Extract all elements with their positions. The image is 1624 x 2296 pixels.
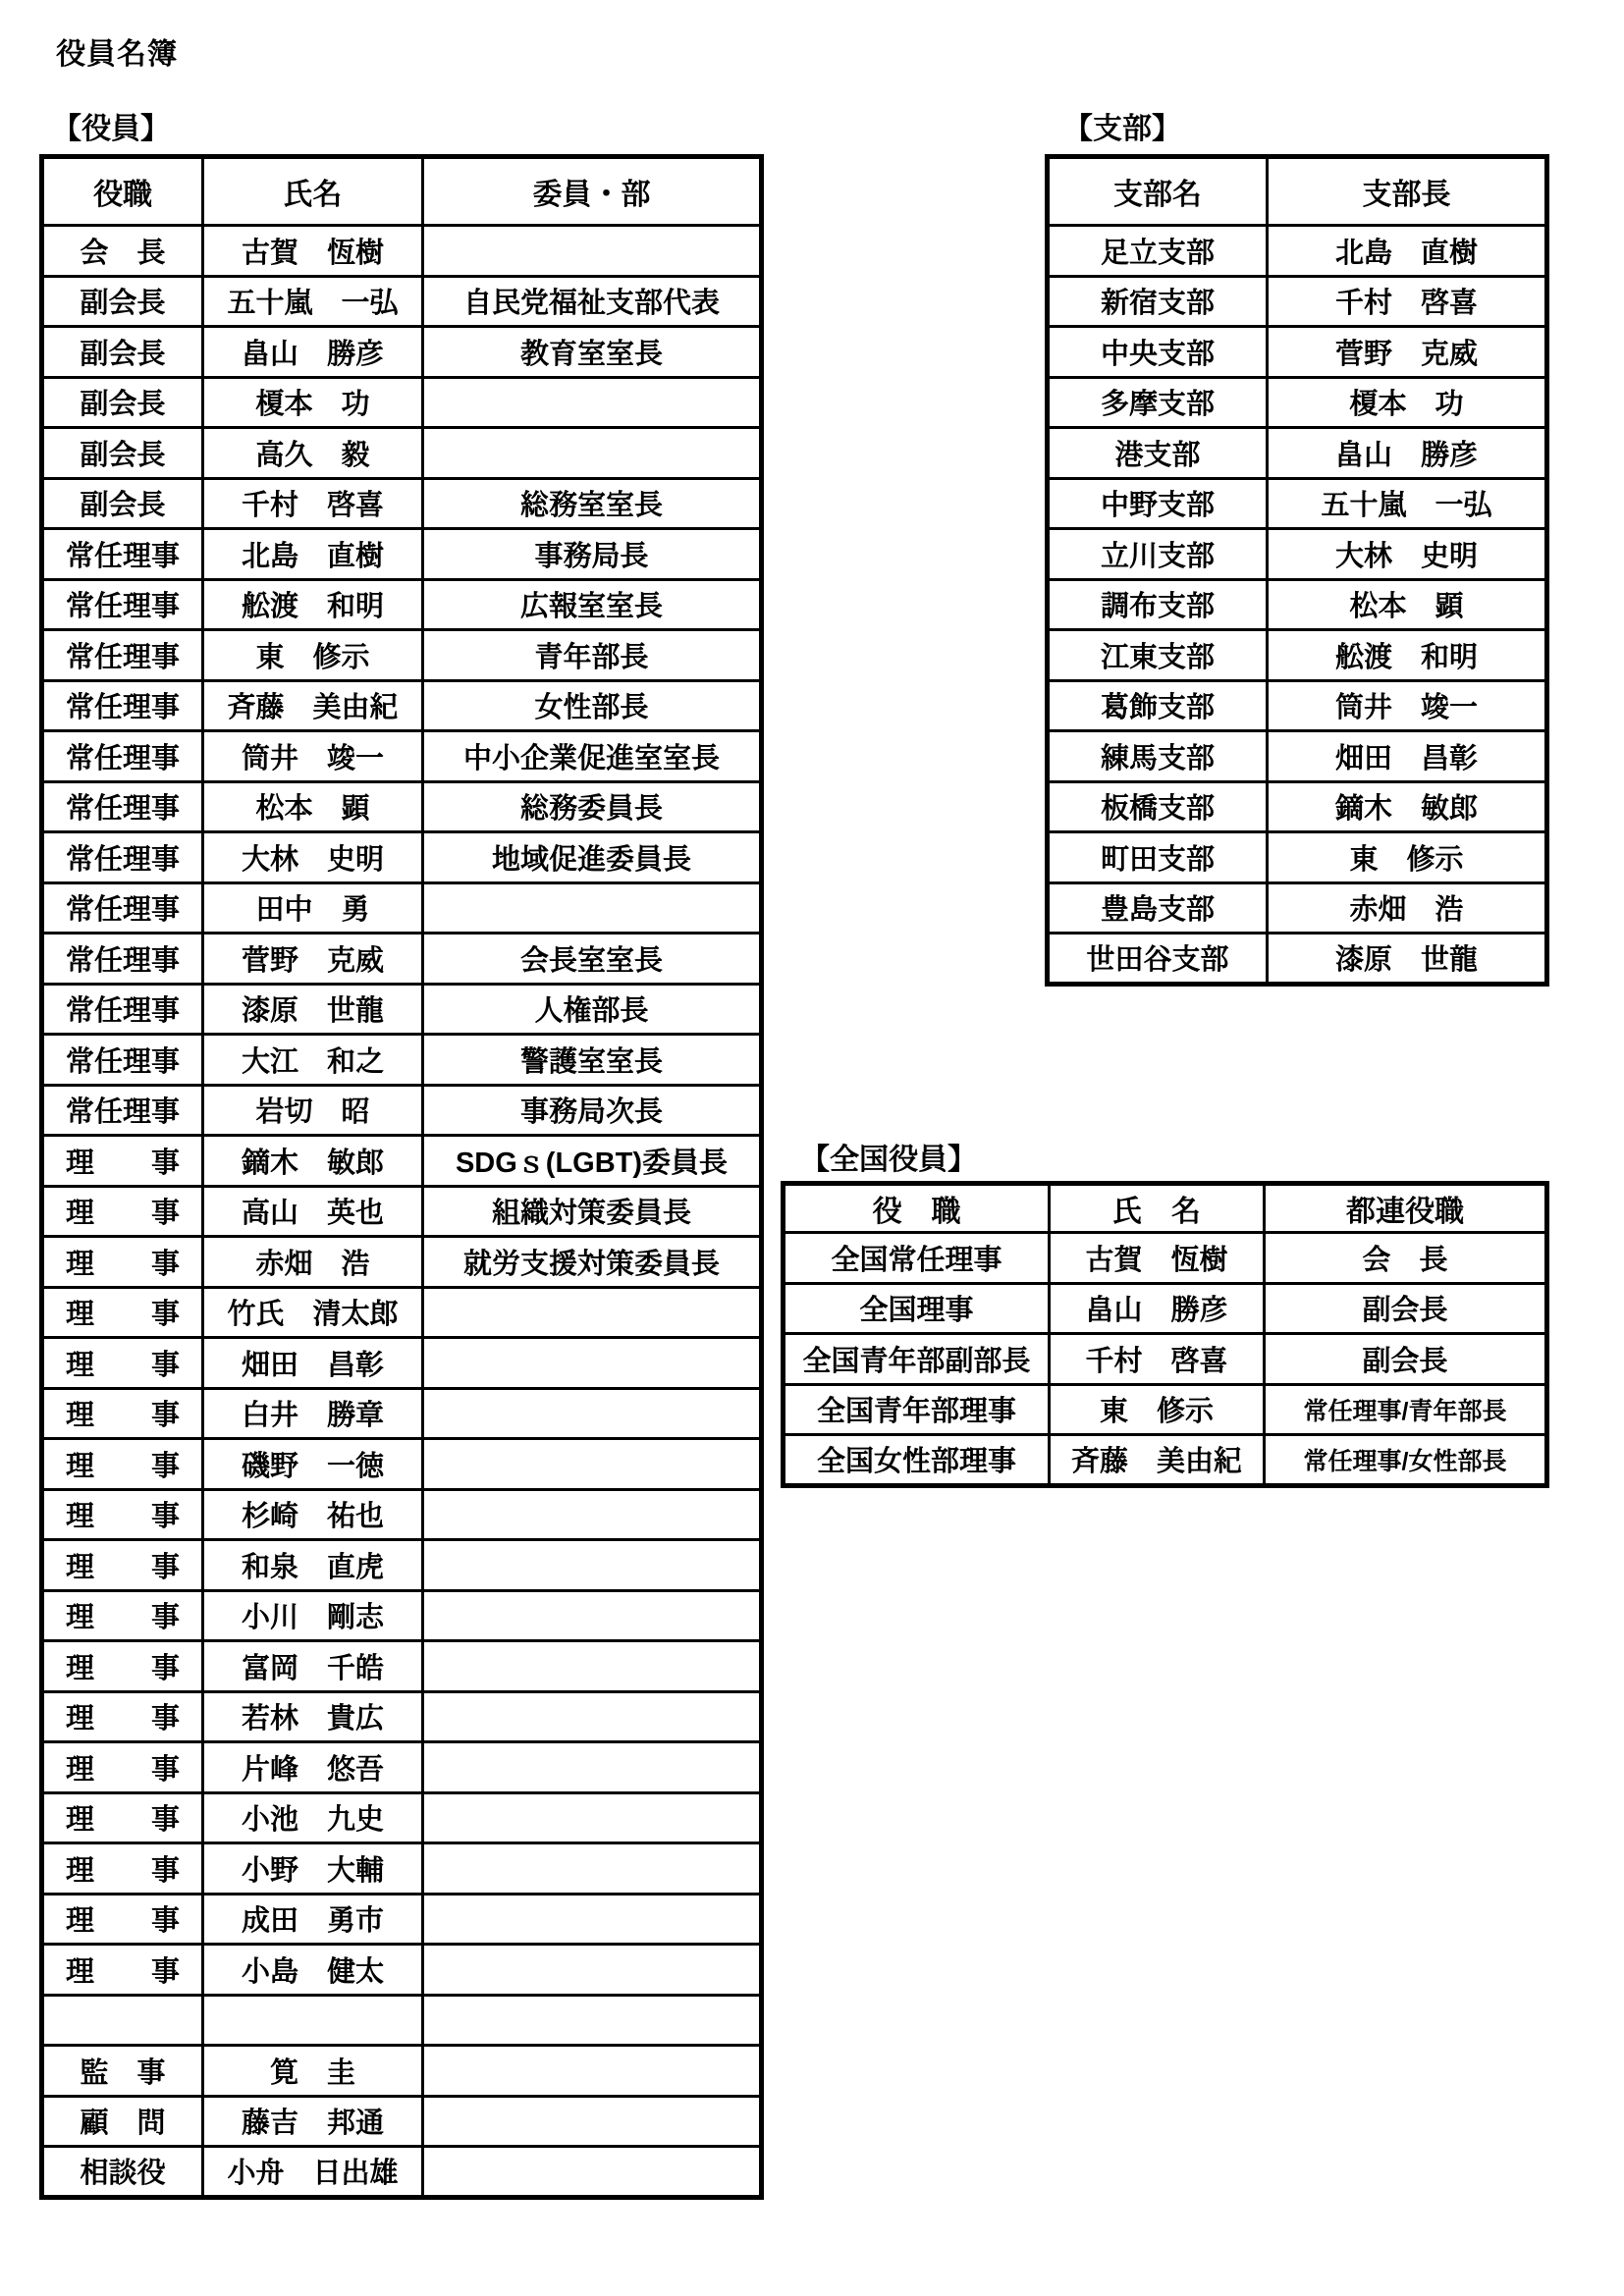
table-cell: 総務委員長: [423, 781, 762, 832]
table-cell: 副会長: [1265, 1283, 1547, 1334]
table-cell: 総務室室長: [423, 478, 762, 529]
table-cell: 北島 直樹: [1268, 226, 1547, 277]
table-cell: 全国女性部理事: [784, 1435, 1050, 1486]
table-row: [42, 1742, 762, 1793]
table-cell: [423, 1590, 762, 1641]
table-cell: [423, 1742, 762, 1793]
table-cell: 片峰 悠吾: [203, 1742, 423, 1793]
table-row: [42, 832, 762, 883]
table-cell: 就労支援対策委員長: [423, 1237, 762, 1288]
table-cell: 舩渡 和明: [1268, 630, 1547, 681]
table-row: [1048, 934, 1547, 985]
table-cell: 自民党福祉支部代表: [423, 276, 762, 327]
table-cell: [423, 1792, 762, 1843]
table-row: [42, 731, 762, 782]
table-row: [1048, 377, 1547, 428]
table-cell: [423, 882, 762, 934]
table-header-row: [42, 157, 762, 226]
table-cell: [423, 226, 762, 277]
table-row: [42, 1489, 762, 1540]
table-cell: [423, 1439, 762, 1490]
national-table-header: [784, 1184, 1547, 1233]
table-cell: 港支部: [1048, 428, 1268, 479]
table-cell: 理 事: [42, 1843, 203, 1895]
table-cell: 高久 毅: [203, 428, 423, 479]
table-cell: 多摩支部: [1048, 377, 1268, 428]
table-cell: 組織対策委員長: [423, 1186, 762, 1237]
table-cell: 千村 啓喜: [1050, 1334, 1265, 1385]
table-cell: 小川 剛志: [203, 1590, 423, 1641]
table-row: [1048, 731, 1547, 782]
table-cell: 理 事: [42, 1237, 203, 1288]
table-cell: 筒井 竣一: [203, 731, 423, 782]
table-cell: 理 事: [42, 1894, 203, 1945]
table-cell: 東 修示: [1268, 832, 1547, 883]
table-cell: 和泉 直虎: [203, 1540, 423, 1591]
table-cell: 副会長: [42, 276, 203, 327]
table-cell: 足立支部: [1048, 226, 1268, 277]
table-cell: 全国青年部副部長: [784, 1334, 1050, 1385]
table-cell: 大林 史明: [203, 832, 423, 883]
table-row: [1048, 630, 1547, 681]
table-cell: 松本 顕: [203, 781, 423, 832]
table-row: [784, 1435, 1547, 1486]
table-cell: 常任理事: [42, 1085, 203, 1136]
table-cell: 菅野 克威: [203, 934, 423, 985]
table-cell: 理 事: [42, 1287, 203, 1338]
table-row: [1048, 781, 1547, 832]
table-cell: 練馬支部: [1048, 731, 1268, 782]
table-cell: 榎本 功: [203, 377, 423, 428]
table-row: [42, 428, 762, 479]
table-cell: 全国常任理事: [784, 1233, 1050, 1284]
officers-table-body: [42, 226, 762, 2198]
table-cell: [423, 1641, 762, 1692]
column-header-position: 役職: [42, 157, 203, 226]
table-cell: 副会長: [42, 478, 203, 529]
table-cell: 副会長: [42, 327, 203, 378]
table-cell: [423, 1894, 762, 1945]
table-row: [42, 1439, 762, 1490]
table-cell: 筒井 竣一: [1268, 680, 1547, 731]
table-cell: 中小企業促進室室長: [423, 731, 762, 782]
table-row: [42, 1995, 762, 2046]
table-cell: 五十嵐 一弘: [1268, 478, 1547, 529]
table-cell: 岩切 昭: [203, 1085, 423, 1136]
table-cell: 田中 勇: [203, 882, 423, 934]
table-cell: 青年部長: [423, 630, 762, 681]
table-cell: 調布支部: [1048, 579, 1268, 630]
table-row: [42, 327, 762, 378]
table-cell: [423, 1338, 762, 1389]
table-cell: 畠山 勝彦: [1268, 428, 1547, 479]
table-cell: 常任理事: [42, 731, 203, 782]
column-header-national-position: 役 職: [784, 1184, 1050, 1233]
table-cell: 常任理事: [42, 579, 203, 630]
national-officers-table: [781, 1181, 1549, 1488]
table-row: [42, 2096, 762, 2147]
table-cell: 理 事: [42, 1792, 203, 1843]
column-header-national-name: 氏 名: [1050, 1184, 1265, 1233]
table-row: [784, 1384, 1547, 1435]
table-header-row: [1048, 157, 1547, 226]
table-row: [42, 1843, 762, 1895]
table-row: [42, 1287, 762, 1338]
table-row: [42, 1641, 762, 1692]
table-cell: 白井 勝章: [203, 1388, 423, 1439]
table-cell: 高山 英也: [203, 1186, 423, 1237]
table-cell: 常任理事: [42, 529, 203, 580]
table-cell: 大林 史明: [1268, 529, 1547, 580]
table-cell: 常任理事: [42, 882, 203, 934]
table-cell: 筧 圭: [203, 2046, 423, 2097]
table-cell: [423, 2046, 762, 2097]
table-cell: [423, 1945, 762, 1996]
table-cell: 斉藤 美由紀: [203, 680, 423, 731]
table-row: [42, 1338, 762, 1389]
table-cell: [423, 1287, 762, 1338]
branches-table-body: [1048, 226, 1547, 985]
table-cell: [423, 1691, 762, 1742]
table-cell: 理 事: [42, 1388, 203, 1439]
table-cell: 常任理事/青年部長: [1265, 1384, 1547, 1435]
table-cell: 畑田 昌彰: [203, 1338, 423, 1389]
table-cell: 警護室室長: [423, 1035, 762, 1086]
officers-section-label: 【役員】: [52, 113, 170, 145]
table-cell: 北島 直樹: [203, 529, 423, 580]
table-cell: 新宿支部: [1048, 276, 1268, 327]
table-row: [42, 781, 762, 832]
table-cell: 会長室室長: [423, 934, 762, 985]
table-cell: 赤畑 浩: [1268, 882, 1547, 934]
table-cell: 理 事: [42, 1489, 203, 1540]
table-cell: 常任理事: [42, 630, 203, 681]
table-row: [784, 1233, 1547, 1284]
table-cell: 常任理事/女性部長: [1265, 1435, 1547, 1486]
table-cell: 若林 貴広: [203, 1691, 423, 1742]
table-row: [42, 1136, 762, 1187]
table-row: [42, 1894, 762, 1945]
table-cell: 畠山 勝彦: [203, 327, 423, 378]
table-cell: 漆原 世龍: [203, 984, 423, 1035]
national-table-body: [784, 1233, 1547, 1486]
table-row: [1048, 529, 1547, 580]
table-cell: 事務局長: [423, 529, 762, 580]
table-cell: 藤吉 邦通: [203, 2096, 423, 2147]
table-row: [42, 1792, 762, 1843]
column-header-branch-head: 支部長: [1268, 157, 1547, 226]
table-cell: [423, 1489, 762, 1540]
table-cell: 鏑木 敏郎: [1268, 781, 1547, 832]
table-row: [1048, 882, 1547, 934]
table-row: [42, 1035, 762, 1086]
table-cell: 小池 九史: [203, 1792, 423, 1843]
table-row: [42, 1590, 762, 1641]
table-cell: 舩渡 和明: [203, 579, 423, 630]
table-cell: 女性部長: [423, 680, 762, 731]
table-cell: 中央支部: [1048, 327, 1268, 378]
table-cell: 相談役: [42, 2147, 203, 2198]
table-cell: 古賀 恆樹: [1050, 1233, 1265, 1284]
table-cell: [423, 1843, 762, 1895]
table-cell: [423, 428, 762, 479]
table-cell: 顧 問: [42, 2096, 203, 2147]
table-cell: [42, 1995, 203, 2046]
table-cell: 畑田 昌彰: [1268, 731, 1547, 782]
table-cell: 地域促進委員長: [423, 832, 762, 883]
table-cell: 大江 和之: [203, 1035, 423, 1086]
table-row: [1048, 428, 1547, 479]
table-cell: 理 事: [42, 1691, 203, 1742]
table-cell: 理 事: [42, 1136, 203, 1187]
table-cell: 畠山 勝彦: [1050, 1283, 1265, 1334]
table-row: [1048, 226, 1547, 277]
table-row: [42, 377, 762, 428]
table-row: [42, 1691, 762, 1742]
table-cell: 成田 勇市: [203, 1894, 423, 1945]
table-cell: 理 事: [42, 1590, 203, 1641]
table-cell: SDGｓ(LGBT)委員長: [423, 1136, 762, 1187]
table-cell: 会 長: [1265, 1233, 1547, 1284]
table-row: [42, 1085, 762, 1136]
table-cell: 教育室室長: [423, 327, 762, 378]
table-cell: 中野支部: [1048, 478, 1268, 529]
table-cell: 理 事: [42, 1186, 203, 1237]
table-cell: 菅野 克威: [1268, 327, 1547, 378]
table-cell: [423, 377, 762, 428]
table-cell: 杉崎 祐也: [203, 1489, 423, 1540]
table-row: [1048, 680, 1547, 731]
table-header-row: [784, 1184, 1547, 1233]
table-row: [42, 934, 762, 985]
table-row: [1048, 832, 1547, 883]
table-row: [42, 478, 762, 529]
table-cell: [423, 2147, 762, 2198]
table-row: [42, 276, 762, 327]
officers-table: [39, 154, 764, 2200]
table-row: [42, 579, 762, 630]
table-cell: 小舟 日出雄: [203, 2147, 423, 2198]
table-cell: 全国理事: [784, 1283, 1050, 1334]
table-cell: 葛飾支部: [1048, 680, 1268, 731]
table-cell: 江東支部: [1048, 630, 1268, 681]
column-header-name: 氏名: [203, 157, 423, 226]
officers-table-header: [42, 157, 762, 226]
table-cell: 松本 顕: [1268, 579, 1547, 630]
table-cell: 副会長: [42, 428, 203, 479]
branches-section-label: 【支部】: [1063, 113, 1181, 145]
table-cell: 立川支部: [1048, 529, 1268, 580]
column-header-committee: 委員・部: [423, 157, 762, 226]
table-row: [42, 1945, 762, 1996]
table-cell: [423, 2096, 762, 2147]
table-row: [1048, 276, 1547, 327]
table-row: [42, 680, 762, 731]
table-cell: 世田谷支部: [1048, 934, 1268, 985]
table-row: [42, 1237, 762, 1288]
table-cell: 漆原 世龍: [1268, 934, 1547, 985]
table-cell: 理 事: [42, 1338, 203, 1389]
table-cell: [203, 1995, 423, 2046]
table-row: [42, 630, 762, 681]
table-row: [42, 529, 762, 580]
table-cell: 鏑木 敏郎: [203, 1136, 423, 1187]
table-row: [42, 984, 762, 1035]
table-cell: [423, 1540, 762, 1591]
table-cell: 常任理事: [42, 984, 203, 1035]
table-cell: 会 長: [42, 226, 203, 277]
table-cell: 板橋支部: [1048, 781, 1268, 832]
table-cell: 人権部長: [423, 984, 762, 1035]
table-row: [1048, 478, 1547, 529]
table-cell: 監 事: [42, 2046, 203, 2097]
national-section-label: 【全国役員】: [800, 1144, 977, 1176]
table-cell: 理 事: [42, 1540, 203, 1591]
table-cell: 豊島支部: [1048, 882, 1268, 934]
table-cell: 竹氏 清太郎: [203, 1287, 423, 1338]
table-cell: 東 修示: [203, 630, 423, 681]
table-row: [784, 1283, 1547, 1334]
table-cell: [423, 1995, 762, 2046]
table-row: [42, 226, 762, 277]
table-cell: 小島 健太: [203, 1945, 423, 1996]
table-cell: 理 事: [42, 1641, 203, 1692]
table-row: [42, 2147, 762, 2198]
table-cell: 理 事: [42, 1945, 203, 1996]
table-cell: 常任理事: [42, 934, 203, 985]
table-cell: 町田支部: [1048, 832, 1268, 883]
table-cell: 千村 啓喜: [203, 478, 423, 529]
table-cell: 副会長: [42, 377, 203, 428]
table-row: [784, 1334, 1547, 1385]
table-cell: 全国青年部理事: [784, 1384, 1050, 1435]
table-cell: 理 事: [42, 1439, 203, 1490]
table-row: [42, 882, 762, 934]
table-cell: 副会長: [1265, 1334, 1547, 1385]
table-row: [42, 1388, 762, 1439]
table-cell: 赤畑 浩: [203, 1237, 423, 1288]
table-row: [1048, 327, 1547, 378]
table-row: [42, 2046, 762, 2097]
table-row: [42, 1186, 762, 1237]
page-title: 役員名簿: [56, 38, 178, 71]
column-header-branch-name: 支部名: [1048, 157, 1268, 226]
table-cell: 常任理事: [42, 832, 203, 883]
table-cell: 常任理事: [42, 680, 203, 731]
branches-table-header: [1048, 157, 1547, 226]
table-cell: 富岡 千皓: [203, 1641, 423, 1692]
table-cell: 古賀 恆樹: [203, 226, 423, 277]
column-header-toren-position: 都連役職: [1265, 1184, 1547, 1233]
table-cell: 広報室室長: [423, 579, 762, 630]
table-cell: [423, 1388, 762, 1439]
table-cell: 理 事: [42, 1742, 203, 1793]
table-cell: 事務局次長: [423, 1085, 762, 1136]
table-cell: 五十嵐 一弘: [203, 276, 423, 327]
table-cell: 榎本 功: [1268, 377, 1547, 428]
table-row: [42, 1540, 762, 1591]
table-cell: 小野 大輔: [203, 1843, 423, 1895]
table-cell: 斉藤 美由紀: [1050, 1435, 1265, 1486]
table-cell: 常任理事: [42, 1035, 203, 1086]
table-cell: 千村 啓喜: [1268, 276, 1547, 327]
table-cell: 東 修示: [1050, 1384, 1265, 1435]
branches-table: [1045, 154, 1549, 987]
table-cell: 磯野 一徳: [203, 1439, 423, 1490]
table-row: [1048, 579, 1547, 630]
table-cell: 常任理事: [42, 781, 203, 832]
